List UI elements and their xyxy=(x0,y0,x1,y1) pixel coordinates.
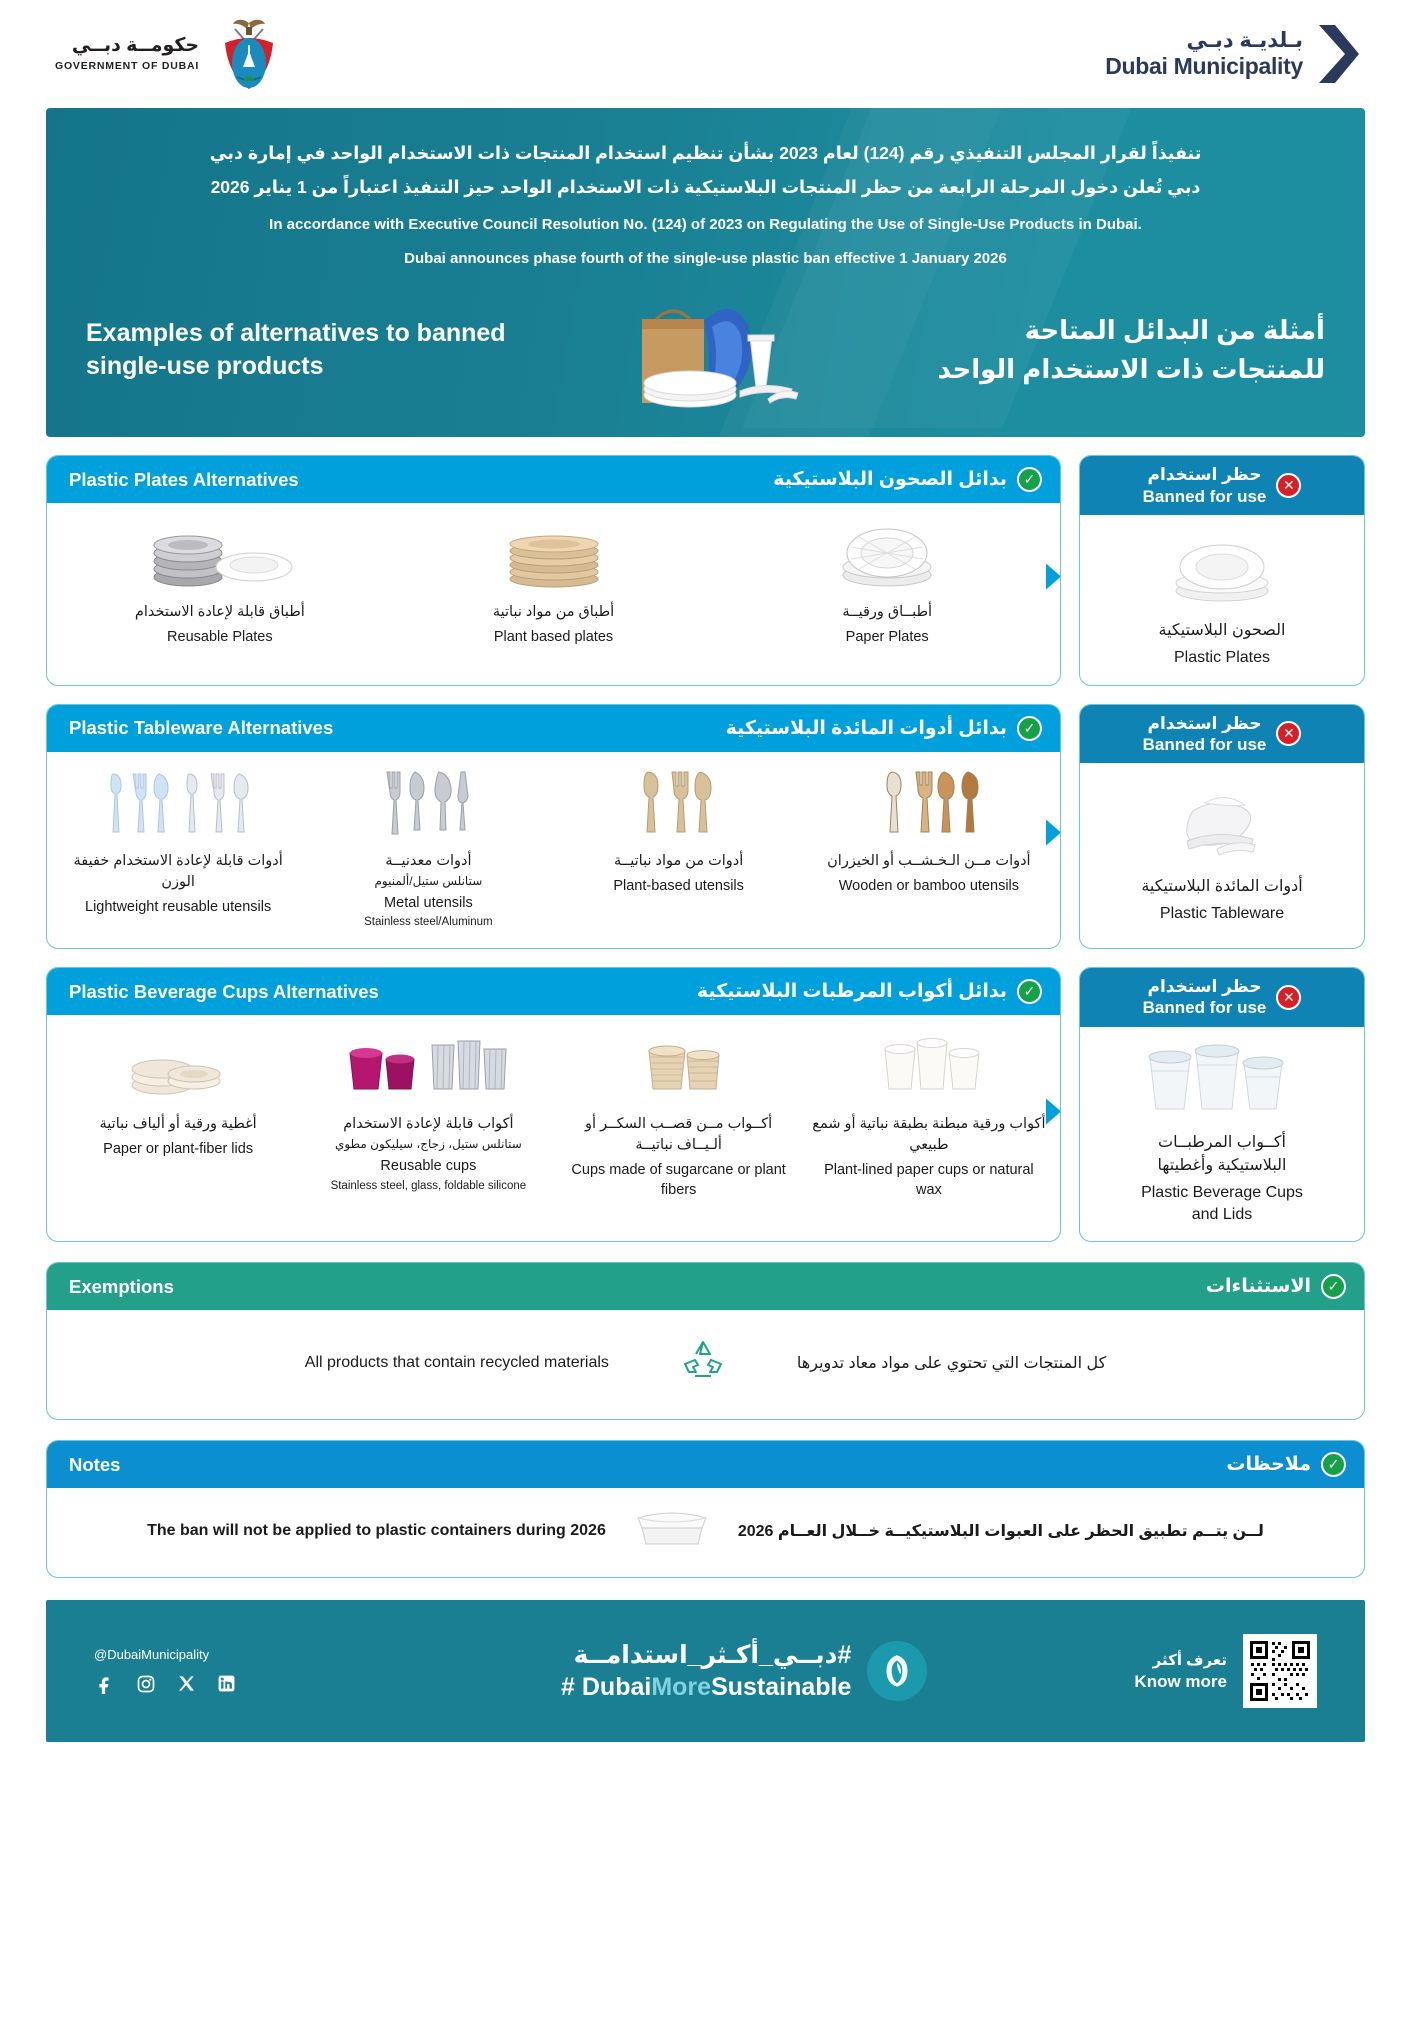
dm-logo-text xyxy=(1105,29,1303,80)
banned-label-english: Plastic Plates xyxy=(1173,648,1271,666)
know-more-arabic: تعرف أكثر xyxy=(1152,1651,1227,1669)
gov-logo-english: GOVERNMENT OF DUBAI xyxy=(55,59,200,72)
banned-label-english xyxy=(1141,1182,1303,1225)
notes-header-english: Notes xyxy=(69,1453,121,1475)
chevron-right-icon xyxy=(1315,23,1361,85)
recycle-icon xyxy=(679,1336,727,1389)
check-circle-icon: ✓ xyxy=(1017,979,1042,1004)
banned-label-arabic-line-2: البلاستيكية وأغطيتها xyxy=(1157,1156,1287,1174)
banned-card-tableware xyxy=(1079,704,1365,950)
dubai-municipality-logo xyxy=(1105,23,1361,85)
banned-label-english-line-2: and Lids xyxy=(1191,1205,1253,1223)
alt-header-right xyxy=(726,716,1042,741)
plastic-plates-icon xyxy=(1147,529,1297,605)
qr-code-icon[interactable] xyxy=(1243,1634,1317,1708)
footer-bar xyxy=(46,1600,1365,1742)
alternatives-items-plates xyxy=(47,503,1060,666)
hashtag-english-mid: More xyxy=(651,1673,712,1702)
metal-utensils-icon xyxy=(343,768,513,838)
exemptions-header xyxy=(47,1263,1364,1310)
item-label-english: Paper or plant-fiber lids xyxy=(103,1141,254,1158)
banned-header-english: Banned for use xyxy=(1142,734,1267,754)
sugarcane-cups-icon xyxy=(599,1031,759,1101)
banned-label-english-line-1: Plastic Beverage Cups xyxy=(1141,1184,1303,1202)
hero-heading-band xyxy=(46,287,1365,437)
hero-arabic-line-1: تنفيذاً لقرار المجلس التنفيذي رقم (124) لعام 2023 بشأن تنظيم استخدام المنتجات ذات الاستخدام الواحد في إمارة دبي xyxy=(209,143,1202,163)
item-label-arabic: أكواب قابلة لإعادة الاستخدام xyxy=(343,1116,514,1133)
banned-label-english: Plastic Tableware xyxy=(1159,904,1285,922)
dm-logo-arabic: بـلديـة دبـي xyxy=(1186,28,1303,52)
banned-header xyxy=(1080,968,1364,1027)
item-label-arabic: أدوات من مواد نباتيــة xyxy=(613,852,744,869)
alternatives-items-cups xyxy=(47,1015,1060,1218)
list-item xyxy=(804,768,1054,931)
list-item xyxy=(53,519,387,648)
item-label-arabic: أكــواب مــن قصــب السكــر أو ألـيــاف نباتيــة xyxy=(585,1116,773,1154)
item-label-english: Plant based plates xyxy=(493,629,614,646)
section-plastic-plates xyxy=(46,455,1365,685)
item-sublabel-arabic: ستانلس ستيل/ألمنيوم xyxy=(374,873,483,888)
plant-lined-paper-cups-icon xyxy=(849,1031,1009,1101)
item-label-arabic: أدوات قابلة لإعادة الاستخدام خفيفة الوزن xyxy=(73,852,283,890)
x-circle-icon: ✕ xyxy=(1276,985,1301,1010)
exemptions-card xyxy=(46,1262,1365,1420)
x-circle-icon: ✕ xyxy=(1276,721,1301,746)
hero-heading-english: Examples of alternatives to banned single-use products xyxy=(86,318,506,381)
know-more-english: Know more xyxy=(1134,1671,1227,1691)
alt-header-arabic: بدائل الصحون البلاستيكية xyxy=(773,469,1007,491)
linkedin-icon[interactable] xyxy=(214,1672,238,1696)
hashtag-arabic: #دبــي_أكـثر_استدامــة xyxy=(573,1640,852,1669)
sustainable-globe-icon xyxy=(867,1641,927,1701)
banned-card-cups xyxy=(1079,967,1365,1242)
plastic-cups-lids-icon xyxy=(1132,1041,1312,1117)
item-label-english: Reusable Plates xyxy=(167,629,273,646)
dm-logo-english: Dubai Municipality xyxy=(1105,52,1303,79)
hashtag-english-prefix: # Dubai xyxy=(561,1673,652,1702)
alt-header-english: Plastic Beverage Cups Alternatives xyxy=(69,980,379,1002)
alt-header-arabic: بدائل أكواب المرطبات البلاستيكية xyxy=(696,981,1007,1003)
hero-banner xyxy=(46,108,1365,437)
gov-logo-text xyxy=(55,36,199,72)
paper-plates-icon xyxy=(807,519,967,589)
exemptions-header-english: Exemptions xyxy=(69,1275,174,1297)
banned-body xyxy=(1080,1027,1364,1242)
hashtag-english xyxy=(561,1671,851,1704)
notes-text-english: The ban will not be applied to plastic containers during 2026 xyxy=(147,1521,606,1539)
list-item xyxy=(53,1031,303,1200)
pointer-arrow-icon xyxy=(1046,1098,1061,1124)
notes-header-arabic: ملاحظات xyxy=(1226,1454,1311,1476)
facebook-icon[interactable] xyxy=(94,1672,118,1696)
banned-label-arabic xyxy=(1157,1131,1286,1177)
banned-label-arabic: أدوات المائدة البلاستيكية xyxy=(1141,877,1303,895)
banned-header xyxy=(1080,456,1364,515)
banned-header-text xyxy=(1143,464,1267,507)
item-label-arabic: أدوات مــن الـخـشــب أو الخيزران xyxy=(827,852,1031,869)
banned-header-text xyxy=(1143,713,1267,756)
list-item xyxy=(303,768,553,931)
alternatives-card-tableware xyxy=(46,704,1061,950)
notes-header xyxy=(47,1441,1364,1488)
stacked-reusable-plates-icon xyxy=(140,519,300,589)
item-label-english: Plant-lined paper cups or natural wax xyxy=(824,1162,1034,1198)
plastic-container-icon xyxy=(632,1506,712,1555)
item-label-english: Cups made of sugarcane or plant fibers xyxy=(571,1162,786,1198)
top-logo-bar xyxy=(0,0,1411,108)
alternatives-card-cups xyxy=(46,967,1061,1242)
hashtag-english-suffix: Sustainable xyxy=(711,1673,852,1702)
list-item xyxy=(53,768,303,931)
reusable-cups-icon xyxy=(328,1031,528,1101)
section-plastic-tableware xyxy=(46,704,1365,950)
item-label-english: Lightweight reusable utensils xyxy=(85,898,272,915)
gov-logo-arabic: حكومــة دبــي xyxy=(71,35,200,57)
banned-header-english: Banned for use xyxy=(1142,998,1267,1018)
list-item xyxy=(554,768,804,931)
alt-header-arabic: بدائل أدوات المائدة البلاستيكية xyxy=(725,717,1007,739)
item-label-english: Reusable cups xyxy=(380,1158,477,1175)
list-item xyxy=(804,1031,1054,1200)
paper-bag-and-tableware-icon xyxy=(572,291,872,409)
instagram-icon[interactable] xyxy=(134,1672,158,1696)
list-item xyxy=(387,519,721,648)
footer-social-block xyxy=(94,1647,354,1696)
government-of-dubai-logo xyxy=(55,15,285,93)
check-circle-icon: ✓ xyxy=(1017,467,1042,492)
alternatives-card-plates xyxy=(46,455,1061,685)
hero-english-line-2: Dubai announces phase fourth of the single-use plastic ban effective 1 January 2026 xyxy=(404,249,1007,267)
list-item xyxy=(720,519,1054,648)
know-more-text xyxy=(1134,1651,1227,1692)
notes-body xyxy=(47,1488,1364,1577)
paper-lids-icon xyxy=(98,1031,258,1101)
social-icons xyxy=(94,1672,354,1696)
plastic-tableware-icon xyxy=(1147,785,1297,861)
item-label-english: Paper Plates xyxy=(845,629,929,646)
alt-header-english: Plastic Tableware Alternatives xyxy=(69,717,334,739)
check-circle-icon: ✓ xyxy=(1321,1274,1346,1299)
item-sublabel-english: Stainless steel/Aluminum xyxy=(364,916,493,929)
section-plastic-beverage-cups xyxy=(46,967,1365,1242)
item-sublabel-english: Stainless steel, glass, foldable silicone xyxy=(330,1180,527,1192)
hero-resolution-text xyxy=(46,108,1365,287)
alternatives-header-tableware xyxy=(47,705,1060,752)
check-circle-icon: ✓ xyxy=(1017,716,1042,741)
banned-label-arabic-line-1: أكــواب المرطبــات xyxy=(1158,1133,1286,1151)
item-label-arabic: أطبــاق ورقيــة xyxy=(842,604,933,621)
alternatives-header-plates xyxy=(47,456,1060,503)
x-twitter-icon[interactable] xyxy=(174,1672,198,1696)
dubai-emblem-icon xyxy=(213,15,285,93)
banned-card-plates xyxy=(1079,455,1365,685)
banned-header-arabic: حظر استخدام xyxy=(1147,977,1262,997)
x-circle-icon: ✕ xyxy=(1276,473,1301,498)
exemptions-header-arabic: الاستثناءات xyxy=(1205,1276,1311,1298)
item-label-arabic: أطباق من مواد نباتية xyxy=(492,604,615,621)
plant-based-plates-icon xyxy=(474,519,634,589)
hero-arabic-line-2: دبي تُعلن دخول المرحلة الرابعة من حظر المنتجات البلاستيكية ذات الاستخدام الواحد حيز التنفيذ اعتباراً من 1 يناير 2026 xyxy=(210,177,1201,198)
alt-header-english: Plastic Plates Alternatives xyxy=(69,468,299,490)
notes-header-right xyxy=(1226,1452,1346,1477)
alt-header-right xyxy=(697,979,1042,1004)
pointer-arrow-icon xyxy=(1046,820,1061,846)
exemptions-body xyxy=(47,1310,1364,1419)
exemptions-text-arabic: كل المنتجات التي تحتوي على مواد معاد تدويرها xyxy=(796,1354,1107,1372)
alternatives-header-cups xyxy=(47,968,1060,1015)
banned-body xyxy=(1080,763,1364,948)
item-label-arabic: أغطية ورقية أو ألياف نباتية xyxy=(99,1116,257,1133)
banned-body xyxy=(1080,515,1364,685)
item-label-arabic: أكواب ورقية مبطنة بطبقة نباتية أو شمع طبيعي xyxy=(812,1116,1046,1154)
exemptions-header-right xyxy=(1206,1274,1346,1299)
item-label-english: Wooden or bamboo utensils xyxy=(838,877,1020,894)
banned-label-arabic: الصحون البلاستيكية xyxy=(1158,621,1286,639)
notes-text-arabic: لــن يتــم تطبيق الحظر على العبوات البلاستيكيــة خــلال العــام 2026 xyxy=(737,1522,1264,1540)
banned-header-arabic: حظر استخدام xyxy=(1147,465,1262,485)
hero-heading-arabic-line-1: أمثلة من البدائل المتاحة xyxy=(1024,315,1325,346)
item-label-arabic: أدوات معدنيــة xyxy=(385,852,472,869)
social-handle: @DubaiMunicipality xyxy=(94,1646,210,1662)
hero-english-line-1: In accordance with Executive Council Resolution No. (124) of 2023 on Regulating the Use of Single-Use Products in Dubai. xyxy=(269,216,1142,234)
footer-hashtag-block xyxy=(561,1639,927,1704)
wooden-bamboo-utensils-icon xyxy=(844,768,1014,838)
banned-header-arabic: حظر استخدام xyxy=(1147,713,1262,733)
check-circle-icon: ✓ xyxy=(1321,1452,1346,1477)
banned-header xyxy=(1080,705,1364,764)
plant-based-utensils-icon xyxy=(594,768,764,838)
alt-header-right xyxy=(773,467,1042,492)
pointer-arrow-icon xyxy=(1046,564,1061,590)
list-item xyxy=(303,1031,553,1200)
footer-qr-block xyxy=(1134,1634,1317,1708)
alternatives-items-tableware xyxy=(47,752,1060,949)
lightweight-reusable-utensils-icon xyxy=(93,768,263,838)
poster-body xyxy=(0,108,1411,1742)
item-label-english: Plant-based utensils xyxy=(613,877,744,894)
item-label-english: Metal utensils xyxy=(384,894,473,911)
item-label-arabic: أطباق قابلة لإعادة الاستخدام xyxy=(134,604,305,621)
item-sublabel-arabic: ستانلس ستيل، زجاج، سيليكون مطوي xyxy=(334,1137,522,1152)
banned-header-english: Banned for use xyxy=(1142,486,1267,506)
hero-heading-arabic xyxy=(937,311,1325,389)
notes-card xyxy=(46,1440,1365,1578)
banned-header-text xyxy=(1143,976,1267,1019)
list-item xyxy=(554,1031,804,1200)
hashtags xyxy=(561,1639,851,1704)
exemptions-text-english: All products that contain recycled materials xyxy=(304,1353,609,1371)
hero-heading-arabic-line-2: للمنتجات ذات الاستخدام الواحد xyxy=(937,354,1325,385)
